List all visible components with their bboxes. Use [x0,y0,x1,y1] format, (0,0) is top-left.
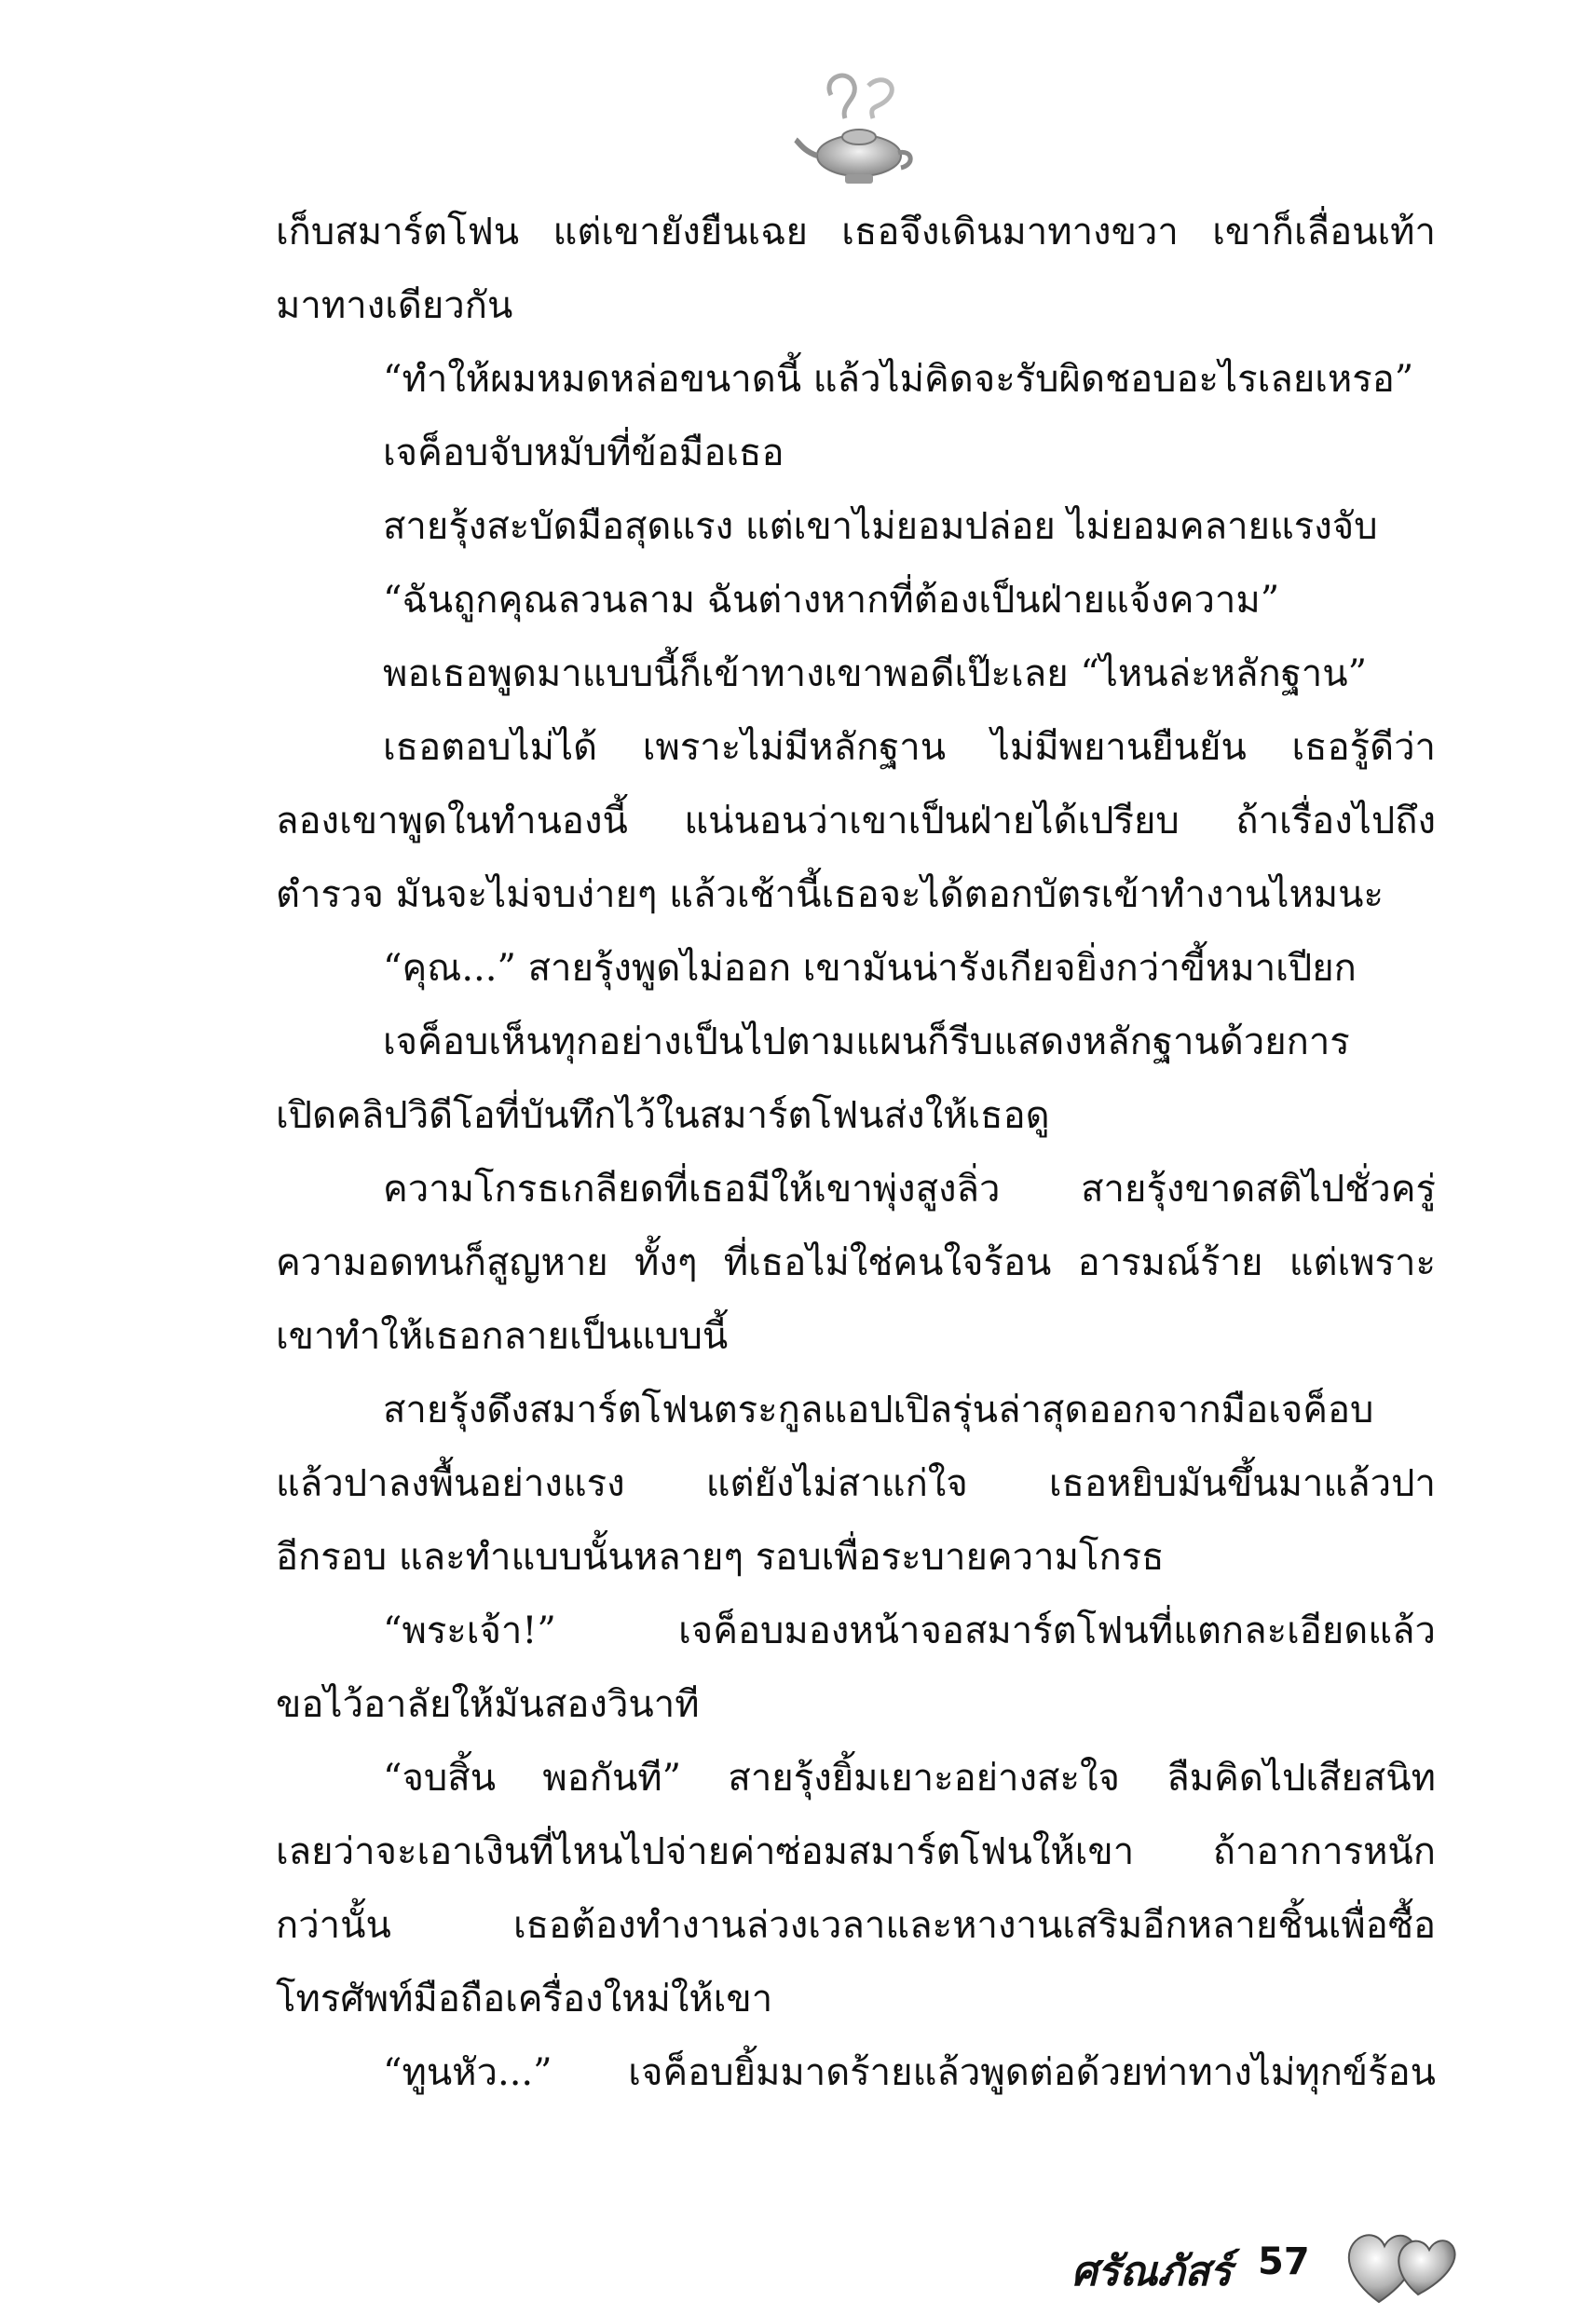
text-line: ลองเขาพูดในทำนองนี้ แน่นอนว่าเขาเป็นฝ่ายได้เปรียบ ถ้าเรื่องไปถึง [276,800,1436,842]
twin-hearts-icon [1342,2209,1463,2311]
text-line: เธอตอบไม่ได้ เพราะไม่มีหลักฐาน ไม่มีพยานยืนยัน เธอรู้ดีว่า [383,726,1436,769]
text-line: กว่านั้น เธอต้องทำงานล่วงเวลาและหางานเสริมอีกหลายชิ้นเพื่อซื้อ [276,1904,1436,1947]
text-line: “คุณ...” สายรุ้งพูดไม่ออก เขามันน่ารังเกียจยิ่งกว่าขี้หมาเปียก [383,947,1357,990]
text-line: แล้วปาลงพื้นอย่างแรง แต่ยังไม่สาแก่ใจ เธอหยิบมันขึ้นมาแล้วปา [276,1462,1436,1505]
body-text [276,196,1436,2110]
text-line: อีกรอบ และทำแบบนั้นหลายๆ รอบเพื่อระบายความโกรธ [276,1536,1165,1579]
page-number: 57 [1258,2240,1310,2283]
text-line: “ฉันถูกคุณลวนลาม ฉันต่างหากที่ต้องเป็นฝ่ายแจ้งความ” [383,579,1280,622]
text-line: เจค็อบเห็นทุกอย่างเป็นไปตามแผนก็รีบแสดงหลักฐานด้วยการ [383,1021,1350,1063]
text-line: ความโกรธเกลียดที่เธอมีให้เขาพุ่งสูงลิ่ว สายรุ้งขาดสติไปชั่วครู่ [383,1168,1436,1211]
page-footer [1071,2218,1463,2302]
genie-lamp-icon [794,67,924,198]
text-line: “ทำให้ผมหมดหล่อขนาดนี้ แล้วไม่คิดจะรับผิดชอบอะไรเลยเหรอ” [383,358,1414,401]
text-line: พอเธอพูดมาแบบนี้ก็เข้าทางเขาพอดีเป๊ะเลย “ไหนล่ะหลักฐาน” [383,652,1368,695]
text-line: เจค็อบจับหมับที่ข้อมือเธอ [383,431,784,474]
text-line: สายรุ้งดึงสมาร์ตโฟนตระกูลแอปเปิลรุ่นล่าสุดออกจากมือเจค็อบ [383,1389,1374,1431]
text-line: มาทางเดียวกัน [276,284,513,327]
text-line: เขาทำให้เธอกลายเป็นแบบนี้ [276,1315,729,1358]
text-line: เก็บสมาร์ตโฟน แต่เขายังยืนเฉย เธอจึงเดินมาทางขวา เขาก็เลื่อนเท้า [276,211,1436,253]
text-line: ความอดทนก็สูญหาย ทั้งๆ ที่เธอไม่ใช่คนใจร้อน อารมณ์ร้าย แต่เพราะ [276,1241,1436,1284]
text-line: ขอไว้อาลัยให้มันสองวินาที [276,1683,700,1726]
author-name: ศรัณภัสร์ [1071,2248,1232,2295]
text-line: “พระเจ้า!” เจค็อบมองหน้าจอสมาร์ตโฟนที่แตกละเอียดแล้ว [383,1610,1436,1652]
text-line: ตำรวจ มันจะไม่จบง่ายๆ แล้วเช้านี้เธอจะได้ตอกบัตรเข้าทำงานไหมนะ [276,873,1385,916]
text-line: สายรุ้งสะบัดมือสุดแรง แต่เขาไม่ยอมปล่อย ไม่ยอมคลายแรงจับ [383,505,1378,548]
text-line: โทรศัพท์มือถือเครื่องใหม่ให้เขา [276,1978,773,2020]
text-line: “ทูนหัว...” เจค็อบยิ้มมาดร้ายแล้วพูดต่อด้วยท่าทางไม่ทุกข์ร้อน [383,2051,1436,2094]
text-line: “จบสิ้น พอกันที” สายรุ้งยิ้มเยาะอย่างสะใจ ลืมคิดไปเสียสนิท [383,1757,1436,1800]
text-line: เปิดคลิปวิดีโอที่บันทึกไว้ในสมาร์ตโฟนส่งให้เธอดู [276,1094,1050,1137]
text-line: เลยว่าจะเอาเงินที่ไหนไปจ่ายค่าซ่อมสมาร์ตโฟนให้เขา ถ้าอาการหนัก [276,1830,1436,1873]
